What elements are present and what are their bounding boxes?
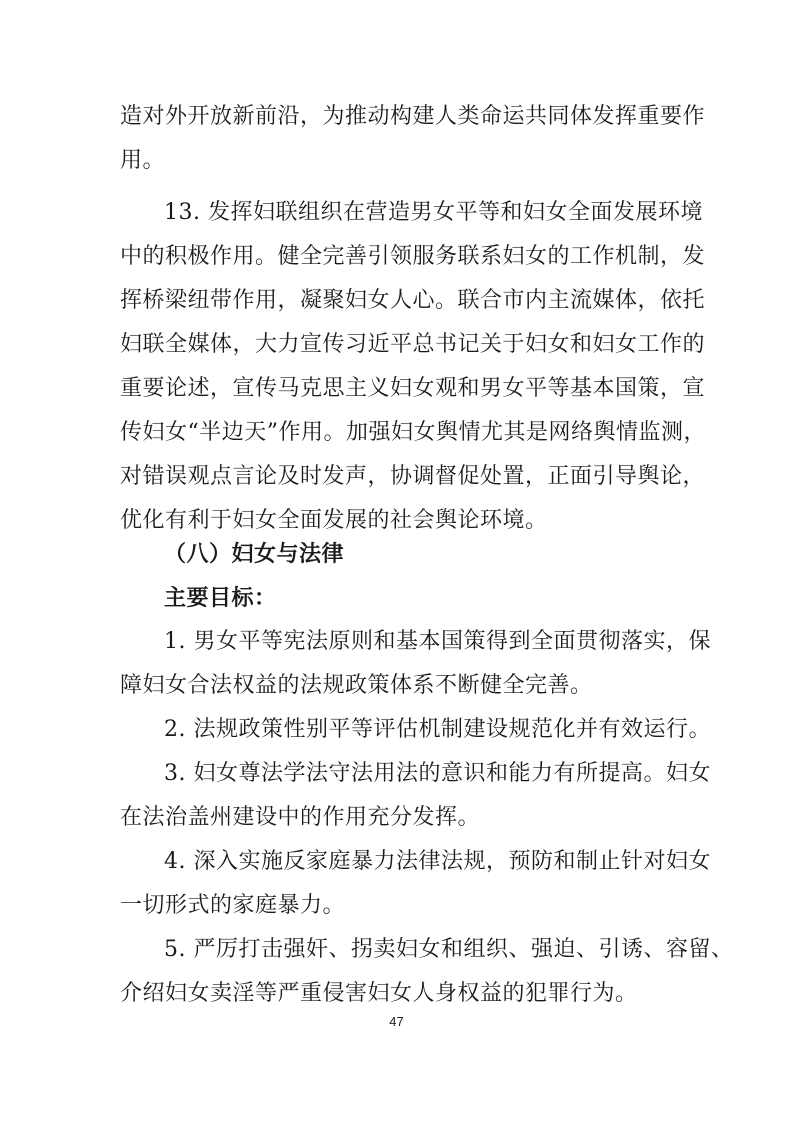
goal-line: 1. 男女平等宪法原则和基本国策得到全面贯彻落实，保 bbox=[164, 629, 711, 654]
paragraph-line: 中的积极作用。健全完善引领服务联系妇女的工作机制，发 bbox=[120, 244, 706, 269]
paragraph-line: 对错误观点言论及时发声，协调督促处置，正面引导舆论， bbox=[120, 464, 706, 489]
paragraph-line: 13. 发挥妇联组织在营造男女平等和妇女全面发展环境 bbox=[164, 200, 703, 225]
paragraph-line: 优化有利于妇女全面发展的社会舆论环境。 bbox=[120, 508, 548, 533]
goal-line: 4. 深入实施反家庭暴力法律法规，预防和制止针对妇女 bbox=[164, 849, 711, 874]
goal-line: 介绍妇女卖淫等严重侵害妇女人身权益的犯罪行为。 bbox=[120, 981, 638, 1006]
paragraph-line: 传妇女“半边天”作用。加强妇女舆情尤其是网络舆情监测， bbox=[120, 420, 706, 445]
paragraph-line: 造对外开放新前沿，为推动构建人类命运共同体发挥重要作 bbox=[120, 104, 706, 129]
goals-heading: 主要目标： bbox=[164, 585, 277, 611]
paragraph-line: 重要论述，宣传马克思主义妇女观和男女平等基本国策，宣 bbox=[120, 376, 706, 401]
goal-line: 在法治盖州建设中的作用充分发挥。 bbox=[120, 805, 481, 830]
goal-line: 5. 严厉打击强奸、拐卖妇女和组织、强迫、引诱、容留、 bbox=[164, 937, 734, 962]
page-number: 47 bbox=[389, 1014, 404, 1029]
paragraph-line: 妇联全媒体，大力宣传习近平总书记关于妇女和妇女工作的 bbox=[120, 332, 706, 357]
goal-line: 一切形式的家庭暴力。 bbox=[120, 893, 346, 918]
goal-line: 障妇女合法权益的法规政策体系不断健全完善。 bbox=[120, 673, 593, 698]
paragraph-line: 挥桥梁纽带作用，凝聚妇女人心。联合市内主流媒体，依托 bbox=[120, 288, 706, 313]
paragraph-line: 用。 bbox=[120, 148, 166, 173]
section-heading: （八）妇女与法律 bbox=[164, 541, 345, 567]
goal-line: 3. 妇女尊法学法守法用法的意识和能力有所提高。妇女 bbox=[164, 761, 711, 786]
goal-line: 2. 法规政策性别平等评估机制建设规范化并有效运行。 bbox=[164, 717, 711, 742]
